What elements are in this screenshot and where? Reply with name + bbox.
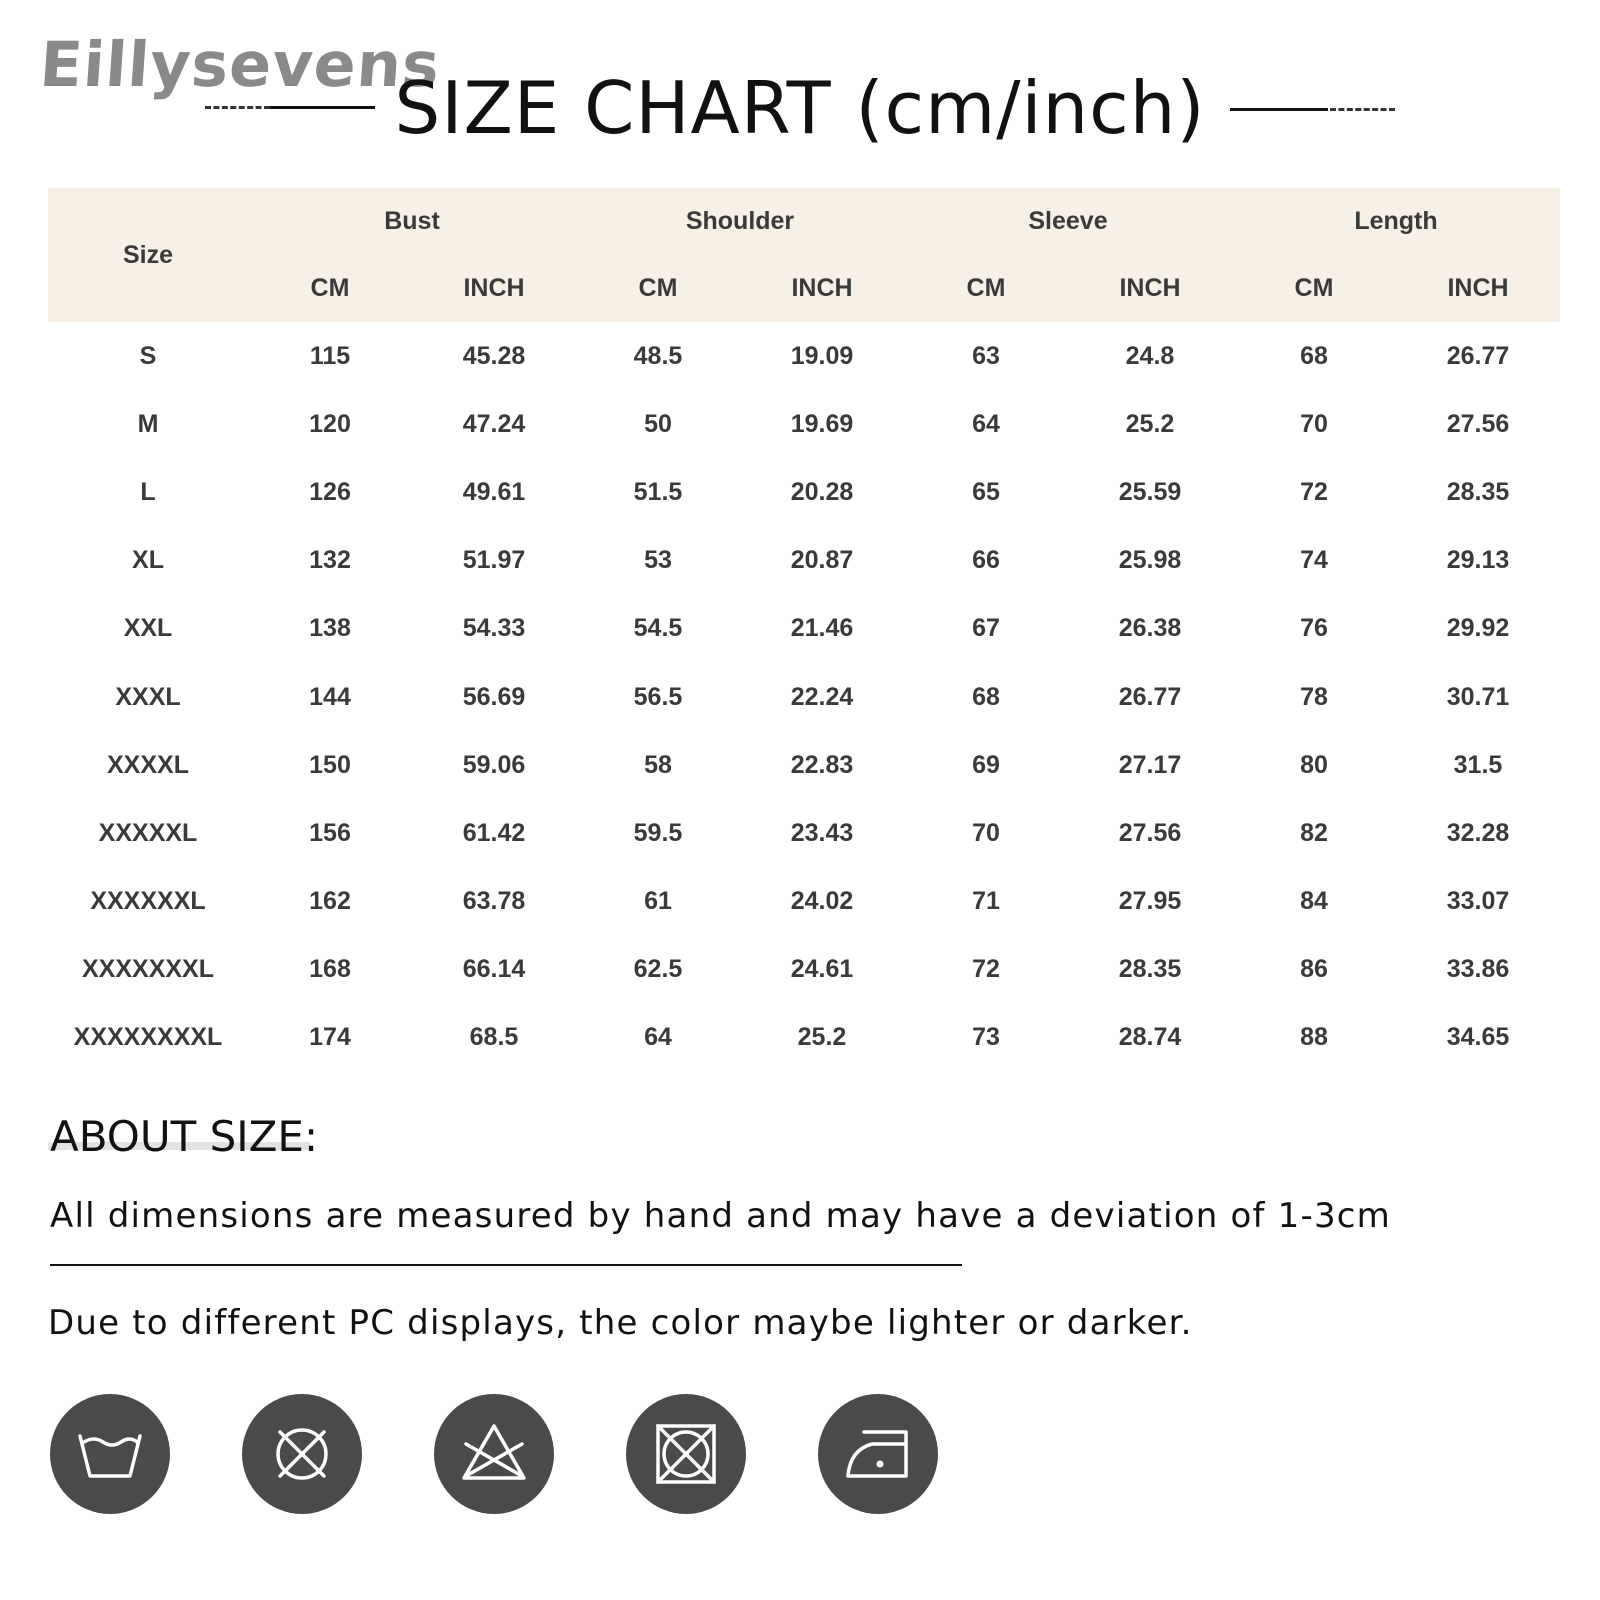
table-row <box>48 663 1560 731</box>
measurement-cell: 20.28 <box>790 477 854 506</box>
measurement-cell: 132 <box>309 546 351 575</box>
header-units-row <box>48 254 1560 322</box>
title-deco-right-line <box>1230 108 1328 111</box>
measurement-cell: 54.5 <box>633 614 683 643</box>
color-note: Due to different PC displays, the color maybe lighter or darker. <box>48 1303 1193 1343</box>
measurement-cell: 56.5 <box>633 682 683 711</box>
unit-header: CM <box>310 273 350 302</box>
measurement-cell: 88 <box>1300 1023 1328 1052</box>
measurement-cell: 73 <box>972 1023 1000 1052</box>
measurement-cell: 33.07 <box>1446 887 1510 916</box>
size-cell: XXXXXXXXL <box>73 1023 223 1052</box>
table-row <box>48 936 1560 1004</box>
measurement-cell: 34.65 <box>1446 1023 1510 1052</box>
measurement-cell: 30.71 <box>1446 682 1510 711</box>
measurement-cell: 51.97 <box>462 546 526 575</box>
table-row <box>48 731 1560 799</box>
measurement-cell: 115 <box>309 341 351 370</box>
measurement-cell: 67 <box>972 614 1000 643</box>
size-chart-table <box>48 188 1560 1072</box>
table-row <box>48 799 1560 867</box>
measurement-cell: 56.69 <box>462 682 526 711</box>
size-cell: XXXXL <box>107 750 189 779</box>
measurement-cell: 64 <box>644 1023 672 1052</box>
measurement-cell: 24.8 <box>1125 341 1175 370</box>
measurement-cell: 33.86 <box>1446 955 1510 984</box>
unit-header: CM <box>1294 273 1334 302</box>
group-header-bust: Bust <box>384 206 440 235</box>
unit-header: INCH <box>791 273 853 302</box>
do-not-dry-clean-icon <box>626 1394 746 1514</box>
measurement-cell: 78 <box>1300 682 1328 711</box>
unit-header: INCH <box>1119 273 1181 302</box>
measurement-cell: 26.77 <box>1446 341 1510 370</box>
table-row <box>48 527 1560 595</box>
title-deco-right-dash <box>1330 108 1395 111</box>
measurement-cell: 162 <box>309 887 351 916</box>
measurement-cell: 66 <box>972 546 1000 575</box>
measurement-cell: 19.69 <box>790 409 854 438</box>
about-size-heading: ABOUT SIZE: <box>50 1112 319 1161</box>
measurement-cell: 76 <box>1300 614 1328 643</box>
measurement-cell: 28.74 <box>1118 1023 1182 1052</box>
measurement-cell: 32.28 <box>1446 818 1510 847</box>
measurement-cell: 156 <box>309 818 351 847</box>
group-header-sleeve: Sleeve <box>1028 206 1108 235</box>
measurement-cell: 45.28 <box>462 341 526 370</box>
measurement-cell: 26.77 <box>1118 682 1182 711</box>
table-row <box>48 322 1560 390</box>
size-cell: XXXL <box>115 682 181 711</box>
measurement-cell: 19.09 <box>790 341 854 370</box>
measurement-cell: 25.98 <box>1118 546 1182 575</box>
measurement-cell: 86 <box>1300 955 1328 984</box>
unit-header: CM <box>966 273 1006 302</box>
measurement-cell: 29.13 <box>1446 546 1510 575</box>
measurement-cell: 20.87 <box>790 546 854 575</box>
measurement-cell: 62.5 <box>633 955 683 984</box>
measurement-cell: 27.56 <box>1446 409 1510 438</box>
measurement-cell: 120 <box>309 409 351 438</box>
measurement-cell: 138 <box>309 614 351 643</box>
table-row <box>48 390 1560 458</box>
size-cell: XXL <box>123 614 173 643</box>
measurement-cell: 59.06 <box>462 750 526 779</box>
hand-wash-icon <box>50 1394 170 1514</box>
measurement-cell: 25.2 <box>1125 409 1175 438</box>
measurement-cell: 61.42 <box>462 818 526 847</box>
do-not-bleach-icon <box>434 1394 554 1514</box>
measurement-cell: 26.38 <box>1118 614 1182 643</box>
measurement-cell: 70 <box>972 818 1000 847</box>
measurement-cell: 27.95 <box>1118 887 1182 916</box>
measurement-cell: 72 <box>1300 477 1328 506</box>
measurement-cell: 80 <box>1300 750 1328 779</box>
measurement-cell: 25.2 <box>797 1023 847 1052</box>
table-row <box>48 458 1560 526</box>
unit-header: CM <box>638 273 678 302</box>
size-cell: XXXXXXXL <box>82 955 214 984</box>
measurement-cell: 174 <box>309 1023 351 1052</box>
measurement-cell: 168 <box>309 955 351 984</box>
measurement-cell: 64 <box>972 409 1000 438</box>
measurement-cell: 50 <box>644 409 672 438</box>
measurement-cell: 22.83 <box>790 750 854 779</box>
size-header: Size <box>122 240 174 269</box>
measurement-cell: 51.5 <box>633 477 683 506</box>
page-title: SIZE CHART (cm/inch) <box>394 66 1206 150</box>
brand-logo: Eillysevens <box>37 28 443 101</box>
size-cell: S <box>139 341 157 370</box>
measurement-cell: 84 <box>1300 887 1328 916</box>
measurement-cell: 69 <box>972 750 1000 779</box>
measurement-cell: 63.78 <box>462 887 526 916</box>
measurement-cell: 29.92 <box>1446 614 1510 643</box>
measurement-cell: 54.33 <box>462 614 526 643</box>
measurement-cell: 58 <box>644 750 672 779</box>
size-cell: XL <box>132 546 164 575</box>
measurement-cell: 31.5 <box>1453 750 1503 779</box>
size-cell: M <box>137 409 159 438</box>
unit-header: INCH <box>1447 273 1509 302</box>
measurement-cell: 71 <box>972 887 1000 916</box>
measurement-cell: 68.5 <box>469 1023 519 1052</box>
measurement-cell: 27.56 <box>1118 818 1182 847</box>
measurement-cell: 27.17 <box>1118 750 1182 779</box>
measurement-cell: 82 <box>1300 818 1328 847</box>
measurement-cell: 22.24 <box>790 682 854 711</box>
table-row <box>48 595 1560 663</box>
table-body <box>48 322 1560 1072</box>
measurement-cell: 21.46 <box>790 614 854 643</box>
measurement-cell: 150 <box>309 750 351 779</box>
unit-header: INCH <box>463 273 525 302</box>
size-chart-table-wrap <box>48 188 1560 1072</box>
measurement-cell: 72 <box>972 955 1000 984</box>
measurement-cell: 53 <box>644 546 672 575</box>
measurement-cell: 24.61 <box>790 955 854 984</box>
measurement-cell: 63 <box>972 341 1000 370</box>
size-cell: XXXXXXL <box>90 887 206 916</box>
group-header-length: Length <box>1354 206 1438 235</box>
measurement-cell: 49.61 <box>462 477 526 506</box>
measurement-cell: 25.59 <box>1118 477 1182 506</box>
measurement-cell: 68 <box>1300 341 1328 370</box>
measurement-cell: 28.35 <box>1446 477 1510 506</box>
measurement-cell: 74 <box>1300 546 1328 575</box>
table-row <box>48 1004 1560 1072</box>
table-row <box>48 868 1560 936</box>
measurement-cell: 65 <box>972 477 1000 506</box>
measurement-note: All dimensions are measured by hand and may have a deviation of 1-3cm <box>50 1196 1391 1236</box>
size-cell: XXXXXL <box>98 818 198 847</box>
measurement-cell: 61 <box>644 887 672 916</box>
header-group-row <box>48 188 1560 254</box>
measurement-cell: 23.43 <box>790 818 854 847</box>
measurement-cell: 48.5 <box>633 341 683 370</box>
measurement-cell: 28.35 <box>1118 955 1182 984</box>
measurement-cell: 59.5 <box>633 818 683 847</box>
measurement-cell: 24.02 <box>790 887 854 916</box>
group-header-shoulder: Shoulder <box>685 206 795 235</box>
measurement-cell: 68 <box>972 682 1000 711</box>
measurement-cell: 126 <box>309 477 351 506</box>
iron-low-heat-icon <box>818 1394 938 1514</box>
table-header <box>48 188 1560 322</box>
do-not-tumble-dry-icon <box>242 1394 362 1514</box>
section-divider <box>50 1264 962 1266</box>
measurement-cell: 70 <box>1300 409 1328 438</box>
measurement-cell: 66.14 <box>462 955 526 984</box>
measurement-cell: 47.24 <box>462 409 526 438</box>
size-cell: L <box>140 477 156 506</box>
measurement-cell: 144 <box>309 682 351 711</box>
